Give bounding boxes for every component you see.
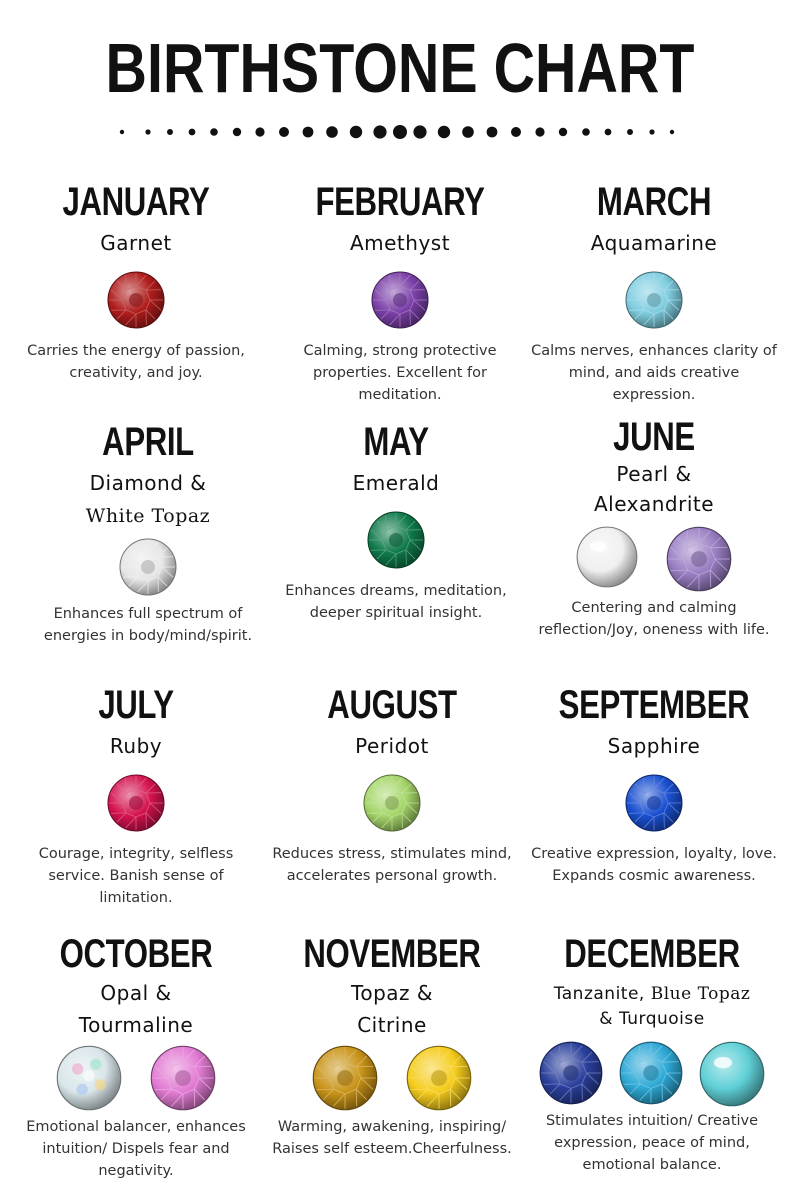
stone-description: Emotional balancer, enhances intuition/ Dispels fear and negativity. (26, 1119, 246, 1179)
stone-name-serif: Blue Topaz (650, 984, 751, 1004)
stone-description: Enhances dreams, meditation, deeper spiritual insight. (285, 583, 507, 621)
diamond-gem-icon (118, 537, 178, 597)
stone-name-line2: & Turquoise (599, 1009, 705, 1029)
stone-description: Calms nerves, enhances clarity of mind, and aids creative expression. (531, 343, 777, 403)
month-card-june (524, 415, 784, 641)
stone-description: Enhances full spectrum of energies in body/mind/spirit. (43, 606, 253, 644)
stone-description: Reduces stress, stimulates mind, accelerates personal growth. (272, 846, 512, 884)
month-heading: OCTOBER (59, 932, 213, 976)
month-card-november (262, 932, 522, 1160)
sapphire-gem-icon (624, 773, 684, 833)
ruby-gem-icon (106, 773, 166, 833)
citrine-gem-icon (405, 1044, 473, 1112)
stone-name: Amethyst (349, 231, 451, 255)
stone-name: Aquamarine (590, 231, 718, 255)
stone-description: Centering and calming reflection/Joy, oneness with life. (538, 600, 770, 638)
month-card-may (266, 420, 526, 624)
stone-name-line2: Alexandrite (593, 492, 715, 516)
stone-description: Courage, integrity, selfless service. Banish sense of limitation. (38, 846, 234, 906)
opal-gem-icon (55, 1044, 123, 1112)
month-heading: JULY (98, 683, 174, 727)
stone-description: Carries the energy of passion, creativity, and joy. (27, 343, 245, 381)
stone-description: Calming, strong protective properties. Excellent for meditation. (303, 343, 497, 403)
stone-name: Tanzanite, (553, 984, 645, 1004)
month-heading: JUNE (613, 415, 695, 459)
turquoise-gem-icon (698, 1040, 766, 1108)
topaz-gem-icon (311, 1044, 379, 1112)
month-heading: SEPTEMBER (558, 683, 750, 727)
stone-name: Sapphire (607, 734, 701, 758)
stone-description: Stimulates intuition/ Creative expression, peace of mind, emotional balance. (545, 1113, 759, 1173)
month-card-december (522, 932, 782, 1176)
stone-name: Peridot (355, 734, 429, 758)
page-title: BIRTHSTONE CHART (105, 29, 695, 107)
stone-description: Warming, awakening, inspiring/ Raises self esteem.Cheerfulness. (272, 1119, 512, 1157)
stone-name: Diamond & (89, 471, 207, 495)
month-card-march (524, 180, 784, 406)
pearl-gem-icon (575, 525, 639, 589)
stone-name: Garnet (100, 231, 172, 255)
month-heading: JANUARY (62, 180, 210, 224)
stone-name: Pearl & (616, 462, 692, 486)
month-card-january (6, 180, 266, 384)
month-heading: MARCH (596, 180, 712, 224)
month-card-february (270, 180, 530, 406)
stone-name: Topaz & (351, 981, 433, 1005)
stone-name-line2: Citrine (357, 1013, 427, 1037)
month-heading: APRIL (102, 420, 194, 464)
stone-name: Emerald (352, 471, 440, 495)
month-heading: FEBRUARY (315, 180, 485, 224)
aquamarine-gem-icon (624, 270, 684, 330)
garnet-gem-icon (106, 270, 166, 330)
month-card-july (6, 683, 266, 909)
month-card-april (18, 420, 278, 647)
dot-divider (0, 118, 800, 146)
month-heading: NOVEMBER (303, 932, 481, 976)
month-heading: AUGUST (327, 683, 457, 727)
tourmaline-gem-icon (149, 1044, 217, 1112)
stone-name: Opal & (100, 981, 172, 1005)
stone-name-line2: White Topaz (85, 505, 211, 527)
month-card-october (6, 932, 266, 1182)
stone-name-line2: Tourmaline (78, 1013, 194, 1037)
blue-topaz-gem-icon (618, 1040, 684, 1106)
month-card-september (524, 683, 784, 887)
emerald-gem-icon (366, 510, 426, 570)
month-card-august (262, 683, 522, 887)
stone-description: Creative expression, loyalty, love. Expands cosmic awareness. (531, 846, 777, 884)
month-heading: MAY (363, 420, 429, 464)
peridot-gem-icon (362, 773, 422, 833)
alexandrite-gem-icon (665, 525, 733, 593)
tanzanite-gem-icon (538, 1040, 604, 1106)
month-heading: DECEMBER (564, 932, 740, 976)
amethyst-gem-icon (370, 270, 430, 330)
stone-name: Ruby (109, 734, 163, 758)
